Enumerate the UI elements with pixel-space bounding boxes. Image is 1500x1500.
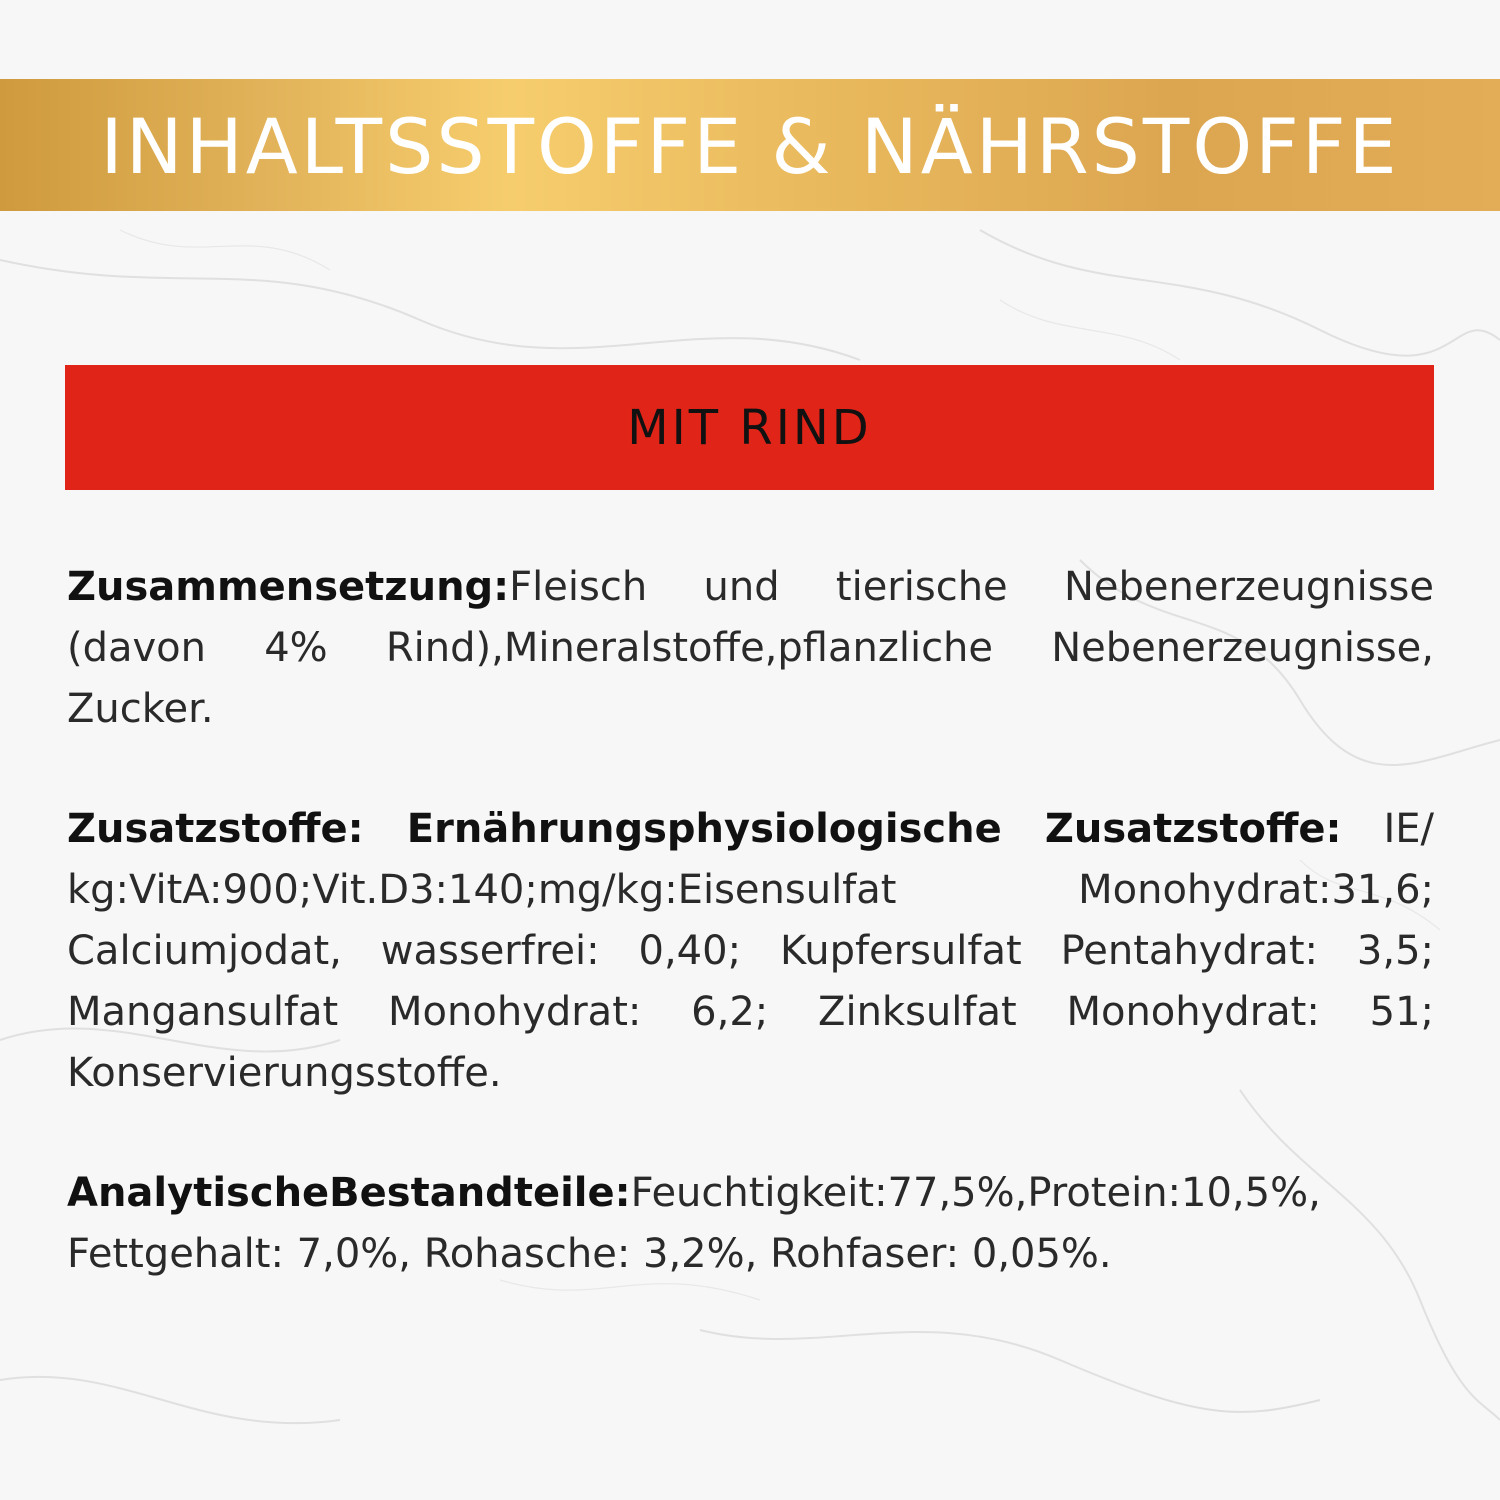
additives-paragraph [67,799,1434,1104]
additives-text: IE/ kg:VitA:900;Vit.D3:140;mg/kg:Eisensulfat Monohydrat:31,6; Calciumjodat, wasserfrei: 0,40; Kupfersulfat Pentahydrat: 3,5; Mangansulfat Monohydrat: 6,2; Zinksulfat Monohydrat: 51; Konservierungsstoffe. [67,806,1435,1096]
ingredients-content [67,557,1434,1285]
page-title: INHALTSSTOFFE & NÄHRSTOFFE [100,102,1400,191]
composition-label: Zusammensetzung: [67,564,510,610]
composition-paragraph [67,557,1434,740]
analytical-label: AnalytischeBestandteile: [67,1170,631,1216]
header-band [0,79,1500,211]
variant-bar [65,365,1434,490]
additives-label: Zusatzstoffe: Ernährungsphysiologische Zusatzstoffe: [67,806,1342,852]
analytical-paragraph [67,1163,1434,1285]
analytical-text: Feuchtigkeit:77,5%,Protein:10,5%, Fettgehalt: 7,0%, Rohasche: 3,2%, Rohfaser: 0,05%. [67,1170,1321,1277]
composition-text: Fleisch und tierische Nebenerzeugnisse (davon 4% Rind),Mineralstoffe,pflanzliche Nebenerzeugnisse, Zucker. [67,564,1434,732]
variant-label: MIT RIND [627,399,872,456]
